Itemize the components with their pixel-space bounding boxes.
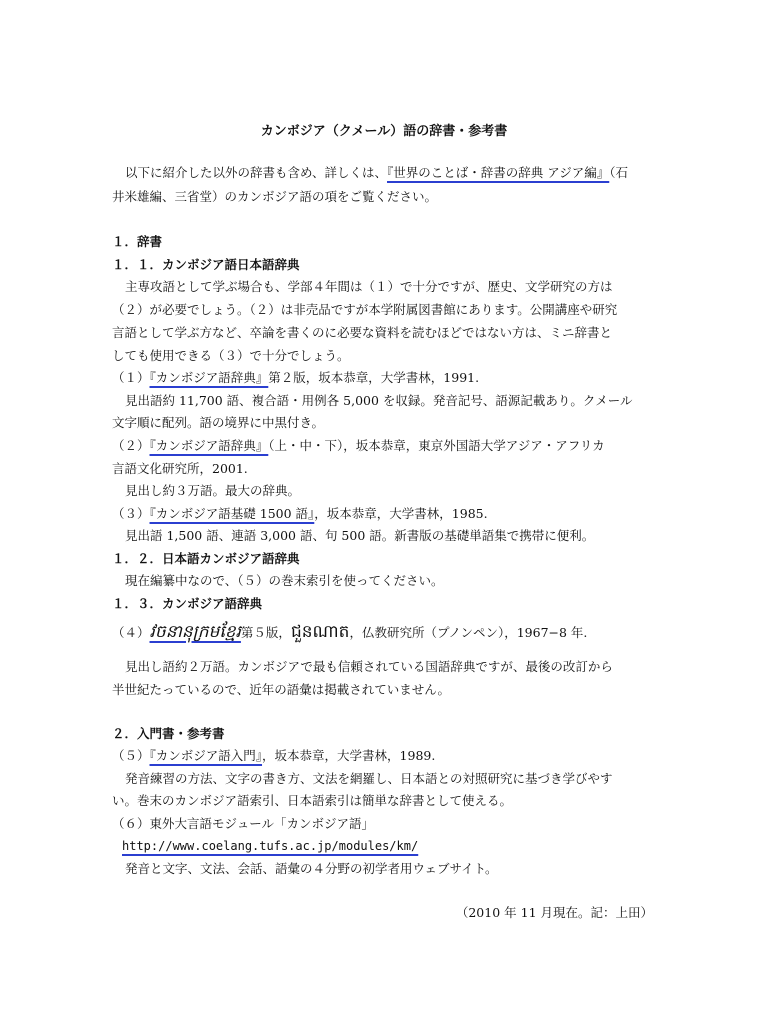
page-title: カンボジア（クメール）語の辞書・参考書 <box>260 124 508 139</box>
paragraph-line: 半世紀たっているので、近年の語彙は掲載されていません。 <box>112 682 451 697</box>
entry-4 <box>112 624 587 641</box>
section-1-2-heading: １．２．日本語カンボジア語辞典 <box>112 551 300 566</box>
intro-line-2: 井米雄編、三省堂）のカンボジア語の項をご覧ください。 <box>112 189 438 204</box>
entry-number: （４） <box>112 625 150 640</box>
module-link[interactable] <box>122 840 418 853</box>
section-1-3-heading: １．３．カンボジア語辞典 <box>112 596 263 611</box>
entry-2 <box>112 440 605 453</box>
paragraph-line: 現在編纂中なので、（５）の巻末索引を使ってください。 <box>125 573 444 588</box>
intro-book-title: 『世界のことば・辞書の辞典 アジア編』 <box>387 165 610 180</box>
entry-book-title: 『カンボジア語辞典』 <box>149 370 269 385</box>
entry-number: （５） <box>112 748 150 763</box>
entry-6: （６）東外大言語モジュール「カンボジア語」 <box>112 816 375 831</box>
entry-number: （１） <box>112 370 150 385</box>
intro-text: 以下に紹介した以外の辞書も含め、詳しくは、 <box>125 165 388 180</box>
entry-book-title: 『カンボジア語辞典』 <box>149 438 269 453</box>
paragraph-line: 言語として学ぶ方など、卒論を書くのに必要な資料を読むほどではない方は、ミニ辞書と <box>112 325 613 340</box>
entry-citation: ，坂本恭章，大学書林，1989. <box>262 748 436 763</box>
paragraph-line: しても使用できる（３）で十分でしょう。 <box>112 348 350 363</box>
entry-citation: 第２版，坂本恭章，大学書林，1991. <box>268 370 480 385</box>
intro-line-1 <box>125 167 628 180</box>
intro-text-tail: （石 <box>609 165 629 180</box>
entry-description: 文字順に配列。語の境界に中黒付き。 <box>112 415 325 430</box>
section-1-heading: １．辞書 <box>112 234 163 249</box>
entry-publisher-khmer: ជួនណាត <box>290 622 350 642</box>
paragraph-line: 主専攻語として学ぶ場合も、学部４年間は（１）で十分ですが、歴史、文学研究の方は <box>125 279 613 294</box>
entry-description: 見出語 1,500 語、連語 3,000 語、句 500 語。新書版の基礎単語集で携帯に便利。 <box>125 528 595 543</box>
entry-citation: ，坂本恭章，大学書林，1985. <box>314 506 488 521</box>
entry-number: （３） <box>112 506 150 521</box>
entry-description: い。巻末のカンボジア語索引、日本語索引は簡単な辞書として使える。 <box>112 793 513 808</box>
entry-citation-cont: 言語文化研究所，2001. <box>112 461 248 476</box>
entry-description: 発音と文字、文法、会話、語彙の４分野の初学者用ウェブサイト。 <box>125 861 498 876</box>
entry-1 <box>112 372 479 385</box>
footer-note: （2010 年 11 月現在。記：上田） <box>455 905 653 920</box>
entry-3 <box>112 508 488 521</box>
module-url[interactable]: http://www.coelang.tufs.ac.jp/modules/km/ <box>122 839 419 853</box>
paragraph-line: 見出し語約２万語。カンボジアで最も信頼されている国語辞典ですが、最後の改訂から <box>125 659 613 674</box>
paragraph-line: （２）が必要でしょう。（２）は非売品ですが本学附属図書館にあります。公開講座や研究 <box>112 302 618 317</box>
entry-5 <box>112 750 435 763</box>
entry-book-title: 『カンボジア語入門』 <box>149 748 263 763</box>
entry-number: （２） <box>112 438 150 453</box>
entry-citation: （上・中・下），坂本恭章，東京外国語大学アジア・アフリカ <box>268 438 605 453</box>
entry-description: 見出語約 11,700 語、複合語・用例各 5,000 を収録。発音記号、語源記載あり。クメール <box>125 393 633 408</box>
entry-book-title-khmer: វចនានុក្រមខ្មែរ <box>149 622 241 642</box>
entry-book-title: 『カンボジア語基礎 1500 語』 <box>149 506 315 521</box>
entry-citation: ，仏教研究所（プノンペン），1967−8 年. <box>349 625 588 640</box>
entry-description: 見出し約３万語。最大の辞典。 <box>125 483 301 498</box>
entry-description: 発音練習の方法、文字の書き方、文法を網羅し、日本語との対照研究に基づき学びやす <box>125 771 613 786</box>
section-2-heading: ２．入門書・参考書 <box>112 726 225 741</box>
entry-citation: 第５版， <box>240 625 291 640</box>
section-1-1-heading: １．１．カンボジア語日本語辞典 <box>112 257 300 272</box>
